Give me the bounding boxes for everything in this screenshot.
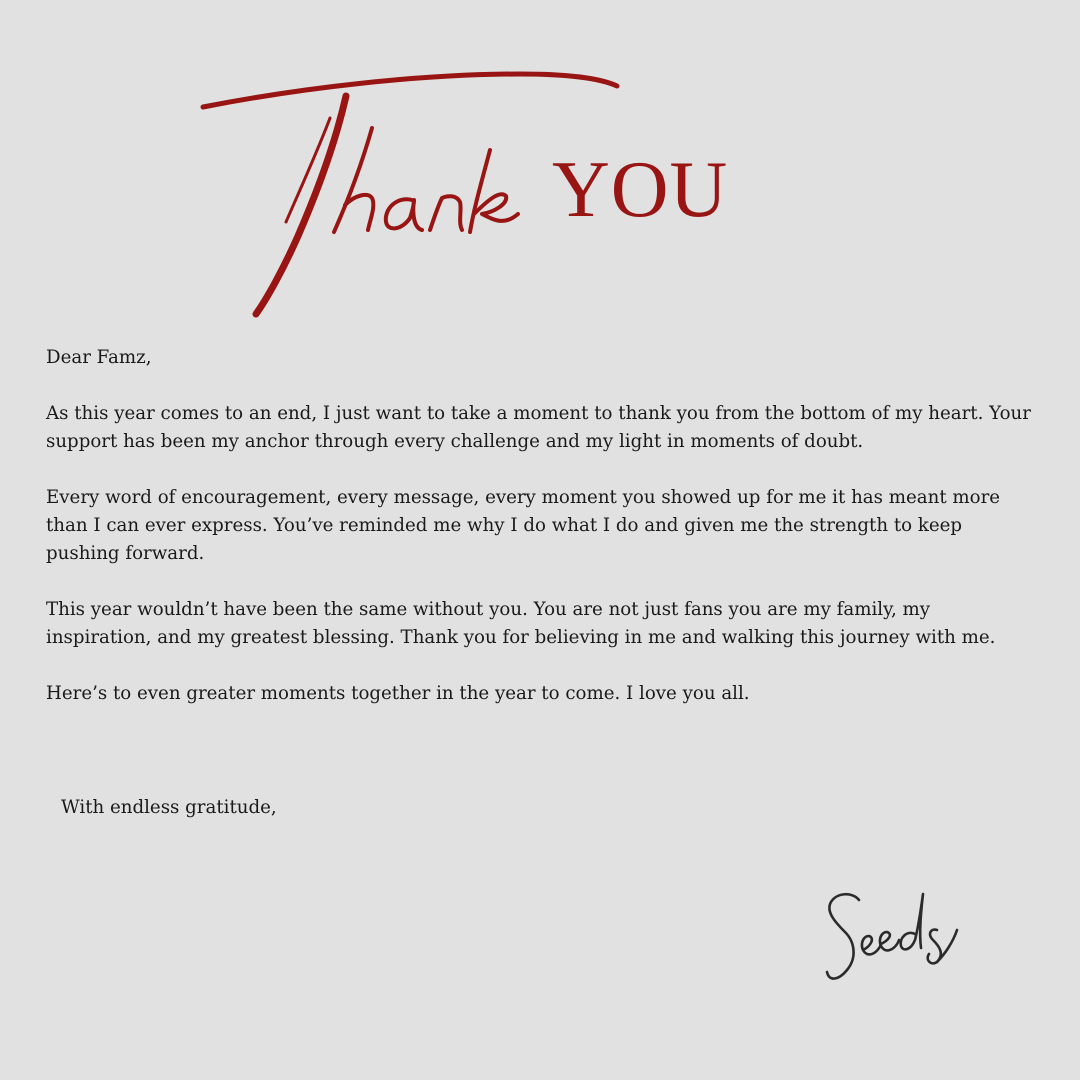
letter-paragraph-3: This year wouldn’t have been the same without you. You are not just fans you are my family, my inspiration, and my greatest blessing. Thank you for believing in me and walking this journey with me.: [46, 599, 996, 648]
thank-script-wordmark: [0, 0, 1080, 340]
letter-paragraph-4: Here’s to even greater moments together in the year to come. I love you all.: [46, 683, 750, 704]
handwritten-signature: [815, 880, 975, 995]
you-heading-text: YOU: [552, 146, 729, 234]
closing-line: With endless gratitude,: [61, 797, 277, 818]
letter-paragraph-1: As this year comes to an end, I just want to take a moment to thank you from the bottom of my heart. Your support has been my anchor through every challenge and my light in moments of doubt.: [46, 403, 1031, 452]
thank-you-heading: [0, 0, 1080, 340]
letter-paragraph-2: Every word of encouragement, every message, every moment you showed up for me it has meant more than I can ever express. You’ve reminded me why I do what I do and given me the strength to keep pushing forward.: [46, 487, 1001, 564]
salutation: Dear Famz,: [46, 347, 152, 368]
letter-body: [46, 344, 1036, 736]
